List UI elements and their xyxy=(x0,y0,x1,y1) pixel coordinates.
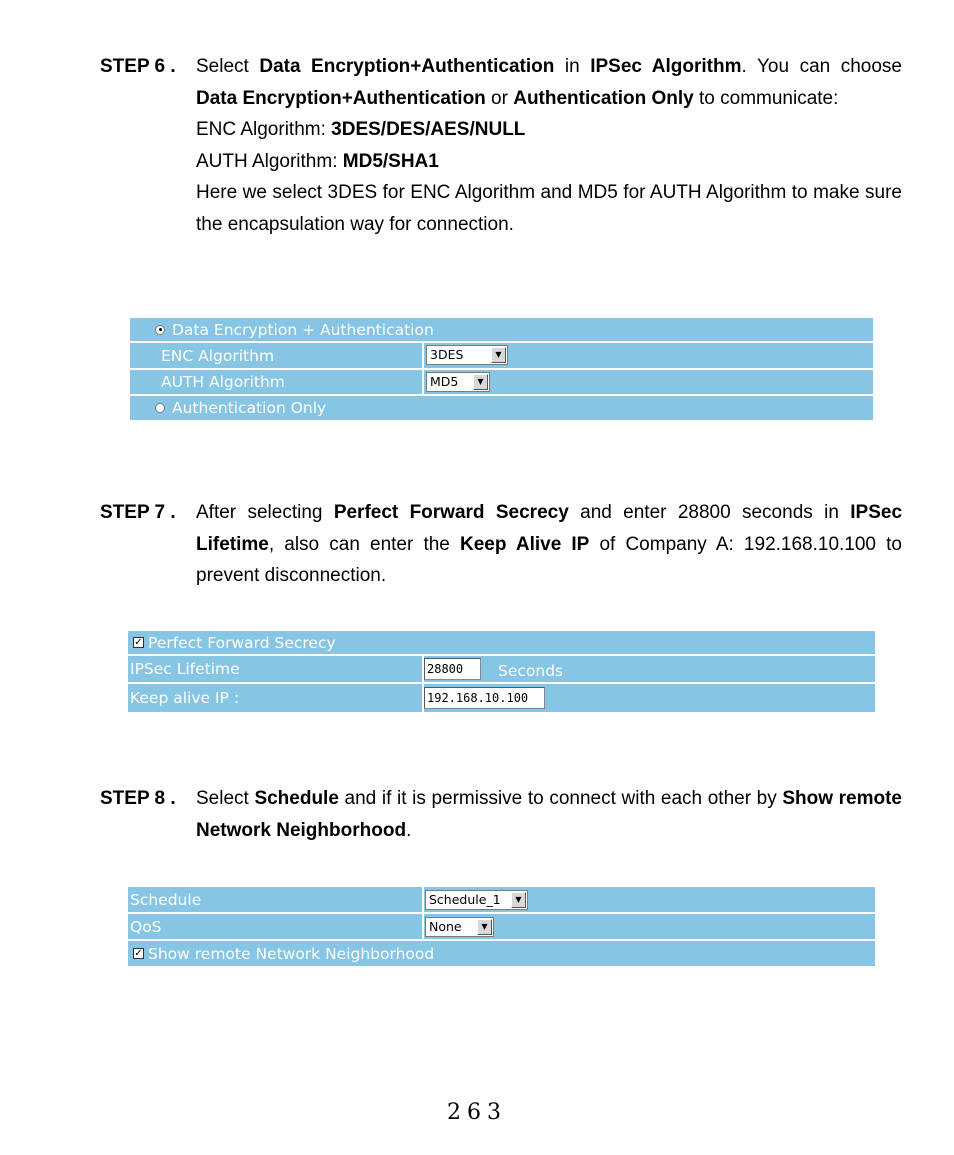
show-remote-checkbox[interactable]: ✓ xyxy=(134,948,143,959)
chevron-down-icon: ▼ xyxy=(491,347,506,363)
data-enc-auth-row xyxy=(130,318,873,343)
data-enc-auth-radio[interactable] xyxy=(155,325,165,335)
step-7-label: STEP 7 . xyxy=(100,502,176,523)
schedule-label: Schedule xyxy=(130,890,202,909)
pfs-label: Perfect Forward Secrecy xyxy=(148,633,336,652)
show-remote-label: Show remote Network Neighborhood xyxy=(148,944,435,963)
page-number: 263 xyxy=(447,1100,507,1125)
step-8-text: Select Schedule and if it is permissive to connect with each other by Show remote Network Neighborhood. xyxy=(196,788,902,841)
keepalive-label: Keep alive IP : xyxy=(130,689,240,707)
step-7 xyxy=(100,497,902,592)
auth-only-row xyxy=(130,396,873,420)
pfs-row xyxy=(128,631,875,656)
chevron-down-icon: ▼ xyxy=(473,374,488,390)
qos-select[interactable]: None ▼ xyxy=(425,917,494,937)
enc-algorithm-label: ENC Algorithm xyxy=(161,346,275,365)
qos-label: QoS xyxy=(130,917,162,936)
enc-algorithm-row xyxy=(130,343,873,370)
step-6 xyxy=(100,51,902,240)
ipsec-lifetime-input[interactable]: 28800 xyxy=(424,658,481,680)
auth-algorithm-select[interactable]: MD5 ▼ xyxy=(426,372,490,392)
show-remote-row xyxy=(128,941,875,966)
seconds-label: Seconds xyxy=(498,661,564,680)
schedule-panel xyxy=(128,887,875,966)
chevron-down-icon: ▼ xyxy=(511,892,526,908)
auth-algorithm-line: AUTH Algorithm: MD5/SHA1 xyxy=(196,150,439,172)
ipsec-algorithm-panel xyxy=(130,318,873,420)
pfs-panel xyxy=(128,631,875,712)
pfs-checkbox[interactable]: ✓ xyxy=(134,637,143,648)
step-8-label: STEP 8 . xyxy=(100,788,176,809)
auth-only-radio[interactable] xyxy=(155,403,165,413)
enc-algorithm-line: ENC Algorithm: 3DES/DES/AES/NULL xyxy=(196,119,526,140)
keepalive-row xyxy=(128,684,875,712)
qos-row xyxy=(128,914,875,941)
step-8 xyxy=(100,783,902,846)
step-7-text: After selecting Perfect Forward Secrecy and enter 28800 seconds in IPSec Lifetime, also can enter the Keep Alive IP of Company A: 192.168.10.100 to prevent disconnection. xyxy=(196,502,903,586)
step-6-note: Here we select 3DES for ENC Algorithm and MD5 for AUTH Algorithm to make sure the encapsulation way for connection. xyxy=(196,182,902,235)
keepalive-ip-input[interactable]: 192.168.10.100 xyxy=(424,687,545,709)
enc-algorithm-select[interactable]: 3DES ▼ xyxy=(426,345,508,365)
schedule-row xyxy=(128,887,875,914)
chevron-down-icon: ▼ xyxy=(477,919,492,935)
ipsec-lifetime-row xyxy=(128,656,875,684)
ipsec-lifetime-label: IPSec Lifetime xyxy=(130,660,240,678)
step-6-label: STEP 6 . xyxy=(100,56,176,77)
auth-algorithm-row xyxy=(130,370,873,396)
data-enc-auth-label: Data Encryption + Authentication xyxy=(172,320,434,339)
schedule-select[interactable]: Schedule_1 ▼ xyxy=(425,890,528,910)
auth-only-label: Authentication Only xyxy=(172,399,327,417)
step-6-text: Select Data Encryption+Authentication in IPSec Algorithm. You can choose Data Encryption+Authentication or Authentication Only to communicate: ENC Algorithm: 3DES/DES/AES/NULL AUTH Algorithm: MD5/SHA1 Here we select 3DES for ENC Algorithm and MD5 for AUTH Algorithm to make sure the encapsulation way for connection. xyxy=(196,51,902,240)
auth-algorithm-label: AUTH Algorithm xyxy=(161,373,285,391)
